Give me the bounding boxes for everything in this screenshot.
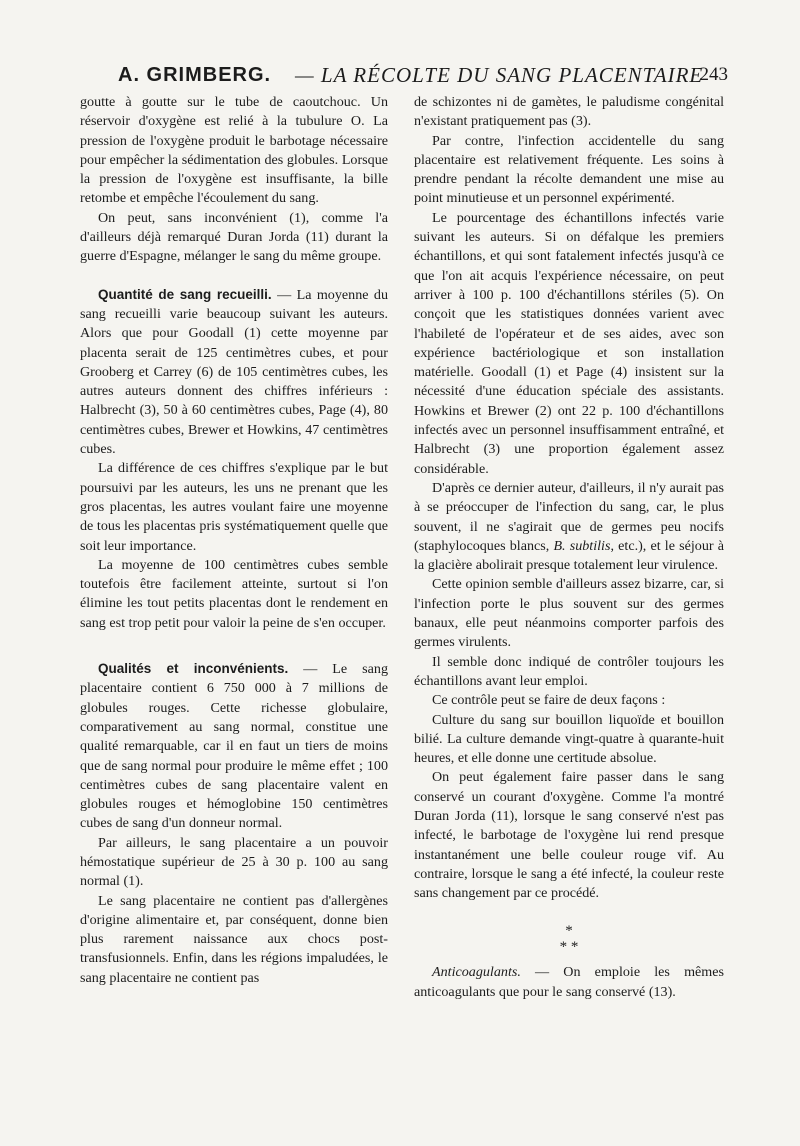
paragraph: Il semble donc indiqué de contrôler toujours les échantillons avant leur emploi. xyxy=(414,653,724,689)
paragraph: Culture du sang sur bouillon liquoïde et bouillon bilié. La culture demande vingt-quatre à quarante-huit heures, et elle donne une certitude absolue. xyxy=(414,711,724,767)
section-heading-anticoagulants: Anticoagulants. xyxy=(432,964,521,981)
page-number: 243 xyxy=(699,64,728,85)
paragraph xyxy=(414,479,724,575)
paragraph: Le pourcentage des échantillons infectés varie suivant les auteurs. Si on défalque les premiers échantillons, et qui sont fatalement infectés jusqu'à ce que l'on ait acquis l'expérience nécessaire, on peut arriver à 100 p. 100 d'échantillons stériles (5). On conçoit que les statistiques données varient avec l'habileté de l'opérateur et de ses aides, avec son expérience bactériologique et son installation matérielle. Goodall (1) et Page (4) insistent sur la nécessité d'une éducation spéciale des assistants. Howkins et Brewer (2) ont 22 p. 100 d'échantillons infectés avec un personnel insuffisamment entraîné, et Halbrecht (3) une proportion également assez considérable. xyxy=(414,209,724,477)
paragraph-text: , etc.), et le séjour à la glacière abolirait presque totalement leur virulence. xyxy=(414,537,724,574)
paragraph-text: — Le sang placentaire contient 6 750 000 à 7 millions de globules rouges. Cette richesse globulaire, comparativement au sang normal, constitue une qualité remarquable, car il en faut un tiers de moins que de sang normal pour produire le même effet ; 100 centimètres cubes de sang placentaire valent en globules rouges et hémoglobine 150 centimètres cubes de sang d'un donneur normal. xyxy=(80,661,388,832)
paragraph-text: — La moyenne du sang recueilli varie beaucoup suivant les auteurs. Alors que pour Goodall (1) cette moyenne par placenta serait de 125 centimètres cubes, et pour Grooberg et Carrey (6) de 105 centimètres cubes, les autres auteurs donnent des chiffres inférieurs : Halbrecht (3), 50 à 60 centimètres cubes, Page (4), 80 centimètres cubes, Brewer et Howkins, 47 centimètres cubes. xyxy=(80,286,389,458)
running-header xyxy=(80,60,728,90)
header-author: A. GRIMBERG. xyxy=(118,64,272,86)
paragraph: La différence de ces chiffres s'explique par le but poursuivi par les auteurs, les uns ne prenant que les gros placentas, les autres voulant faire une moyenne de tous les placentas pris systématiquement quelle que soit leur importance. xyxy=(80,460,388,554)
section-heading-qualites: Qualités et inconvénients. xyxy=(98,661,289,677)
paragraph: Par ailleurs, le sang placentaire a un pouvoir hémostatique supérieur de 25 à 30 p. 100 au sang normal (1). xyxy=(80,834,388,890)
asterisk-bottom: * * xyxy=(559,939,579,956)
paragraph: Cette opinion semble d'ailleurs assez bizarre, car, si l'infection porte le plus souvent sur des germes banaux, elle peut néanmoins comporter parfois des germes virulents. xyxy=(414,576,724,651)
left-column xyxy=(80,93,388,988)
paragraph: Ce contrôle peut se faire de deux façons : xyxy=(432,692,666,709)
paragraph xyxy=(80,659,388,834)
paragraph: de schizontes ni de gamètes, le paludisme congénital n'existant pratiquement pas (3). xyxy=(414,94,724,130)
paragraph: goutte à goutte sur le tube de caoutchouc. Un réservoir d'oxygène est relié à la tubulure O. La pression de l'oxygène produit le barbotage nécessaire pour empêcher la sédimentation des globules. Lorsque la pression de l'oxygène est insuffisante, la bille retombe et empêche l'écoulement du sang. xyxy=(80,94,388,207)
paragraph: La moyenne de 100 centimètres cubes semble toutefois être facilement atteinte, surtout si l'on élimine les tout petits placentas dont le rendement en sang est trop petit pour valoir la peine de s'en occuper. xyxy=(80,556,388,631)
species-name: B. subtilis xyxy=(553,537,611,554)
right-column xyxy=(414,93,724,1002)
paragraph xyxy=(414,963,724,1002)
paragraph: Le sang placentaire ne contient pas d'allergènes d'origine alimentaire et, par conséquent, donne bien plus rarement naissance aux chocs post-transfusionnels. Enfin, dans les régions impaludées, le sang placentaire ne contient pas xyxy=(80,892,388,986)
paragraph-text: D'après ce dernier auteur, d'ailleurs, il n'y aurait pas à se préoccuper de l'infection du sang, car, le plus souvent, il ne s'agirait que de germes peu nocifs (staphylocoques blancs, xyxy=(414,479,724,554)
section-separator xyxy=(414,923,724,955)
section-heading-quantite: Quantité de sang recueilli. xyxy=(98,286,272,302)
paragraph-text: — On emploie les mêmes anticoagulants que pour le sang conservé (13). xyxy=(414,964,724,1000)
paragraph: On peut également faire passer dans le sang conservé un courant d'oxygène. Comme l'a montré Duran Jorda (11), lorsque le sang conservé n'est pas infecté, le barbotage de l'oxygène lui rend presque instantanément une belle couleur rouge vif. Au contraire, lorsque le sang a été infecté, la couleur reste sans changement par ce procédé. xyxy=(414,769,724,902)
paragraph: Par contre, l'infection accidentelle du sang placentaire est relativement fréquente. Les soins à prendre pendant la récolte demandent une mise au point minutieuse et un personnel expérimenté. xyxy=(414,132,724,207)
paragraph xyxy=(80,285,388,460)
header-title: — LA RÉCOLTE DU SANG PLACENTAIRE xyxy=(295,63,704,87)
asterisk-top: * xyxy=(565,923,573,940)
paragraph: On peut, sans inconvénient (1), comme l'a d'ailleurs déjà remarqué Duran Jorda (11) durant la guerre d'Espagne, mélanger le sang du même groupe. xyxy=(80,209,388,265)
